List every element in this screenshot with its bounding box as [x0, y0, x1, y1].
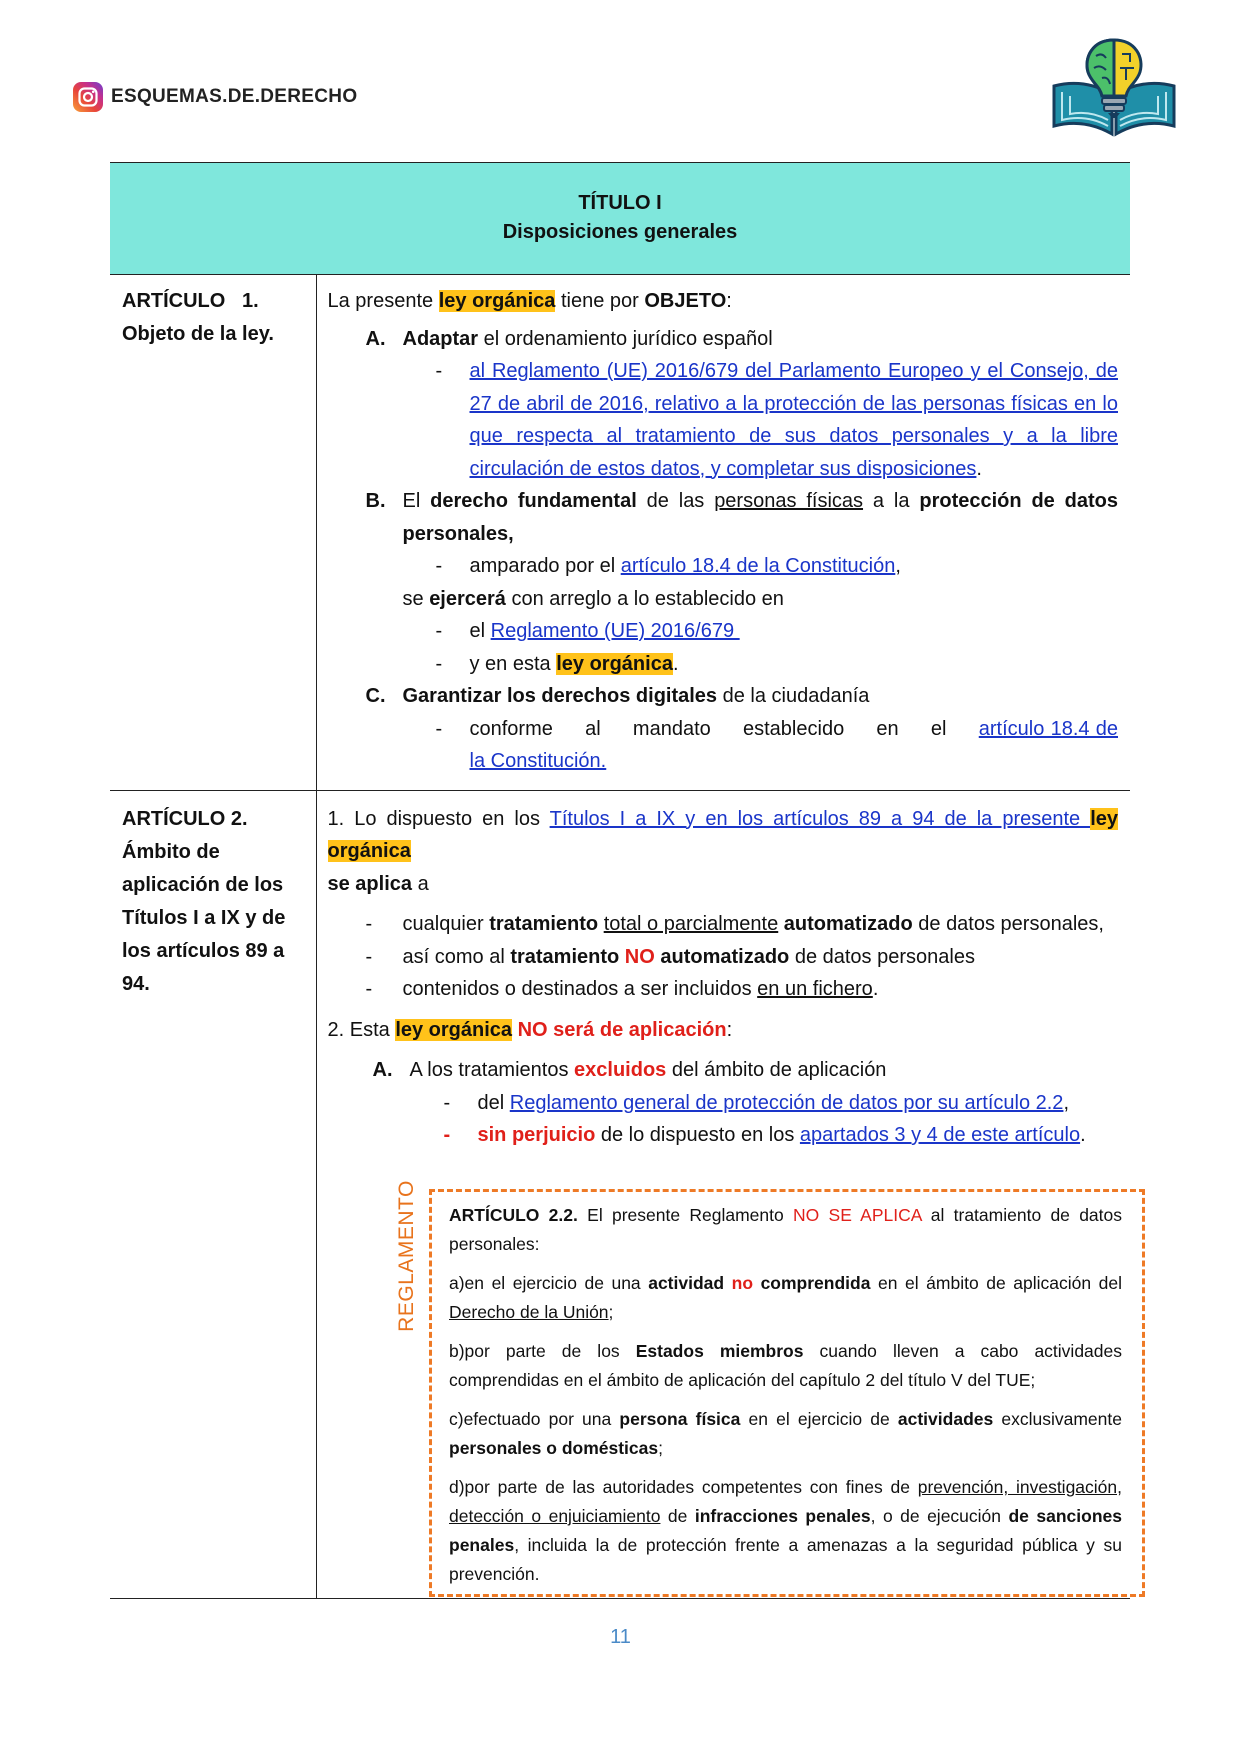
article-2-label-line: ARTÍCULO 2. — [122, 807, 248, 830]
article-1-item-b: B. El derecho fundamental de las personas físicas a la protección de datos personales, — [365, 490, 1119, 545]
reglamento-side-label: REGLAMENTO — [395, 1180, 418, 1332]
article-2-label-line: Títulos I a IX y de — [122, 906, 286, 929]
page-number: 11 — [610, 1626, 631, 1648]
article-1-label-line: Objeto de la ley. — [122, 323, 274, 345]
reg-para: ARTÍCULO 2.2. El presente Reglamento NO SE APLICA al tratamiento de datos personales: — [449, 1205, 1122, 1254]
article-1-label-line: ARTÍCULO 1. — [122, 290, 259, 312]
article-2-list-item: - cualquier tratamiento total o parcialmente automatizado de datos personales, — [365, 913, 1104, 935]
article-1-label — [110, 275, 316, 791]
article-1-item-c-dash: - conforme al mandato establecido en el artículo 18.4 de la Constitución. — [435, 717, 1118, 772]
article-2-label-line: Ámbito de — [122, 840, 220, 863]
article-2-list-item: - así como al tratamiento NO automatizado de datos personales — [365, 945, 975, 968]
article-1-item-b-line: se ejercerá con arreglo a lo establecido en — [402, 587, 784, 610]
article-2-item-a-dash: - del Reglamento general de protección de datos por su artículo 2.2, — [443, 1091, 1069, 1114]
apartados-link[interactable]: apartados 3 y 4 de este artículo — [799, 1124, 1081, 1146]
article-1-item-b-dash: - y en esta ley orgánica. — [435, 652, 679, 675]
article-1-intro: La presente ley orgánica tiene por OBJETO: — [327, 290, 732, 312]
article-1-item-c: C. Garantizar los derechos digitales de la ciudadanía — [365, 685, 870, 707]
article-1-item-a-dash: - al Reglamento (UE) 2016/679 del Parlamento Europeo y el Consejo, de 27 de abril de 2016, relativo a la protección de las personas físicas en lo que respecta al tratamiento de sus datos personales y a la libre circulación de estos datos, y completar sus disposiciones. — [435, 360, 1118, 480]
reglamento-link[interactable]: Reglamento (UE) 2016/679 — [490, 620, 740, 642]
article-2-para-2: 2. Esta ley orgánica NO será de aplicación: — [327, 1018, 733, 1041]
article-2-label-line: los artículos 89 a — [122, 939, 285, 962]
title-row — [110, 163, 1130, 275]
article-2-item-a: A. A los tratamientos excluidos del ámbito de aplicación — [372, 1059, 887, 1081]
article-2-item-a-dash: - sin perjuicio de lo dispuesto en los apartados 3 y 4 de este artículo. — [443, 1124, 1086, 1146]
rgpd-link[interactable]: Reglamento general de protección de datos por su artículo 2.2 — [509, 1091, 1064, 1114]
title-line2: Disposiciones generales — [502, 221, 738, 243]
reg-para: c)efectuado por una persona física en el ejercicio de actividades exclusivamente personales o domésticas; — [449, 1409, 1122, 1458]
article-1-row — [110, 275, 1130, 791]
article-1-item-a: A. Adaptar el ordenamiento jurídico español — [365, 327, 773, 350]
title-cell — [110, 163, 1130, 275]
article-1-body — [316, 275, 1130, 791]
constitucion-link[interactable]: artículo 18.4 de la Constitución. — [469, 717, 1118, 772]
article-1-item-b-dash: - amparado por el artículo 18.4 de la Constitución, — [435, 555, 901, 577]
reg-para: d)por parte de las autoridades competentes con fines de prevención, investigación, detección o enjuiciamiento de infracciones penales, o de ejecución de sanciones penales, incluida la de protección frente a amenazas a la seguridad pública y su prevención. — [449, 1477, 1123, 1584]
lightbulb-brain-book-logo — [1050, 34, 1178, 142]
article-2-label — [110, 790, 316, 1598]
brand — [73, 82, 357, 112]
reglamento-box — [429, 1189, 1145, 1597]
article-1-item-b-dash: - el Reglamento (UE) 2016/679 — [435, 620, 740, 642]
reg-para: b)por parte de los Estados miembros cuando lleven a cabo actividades comprendidas en el ámbito de aplicación del capítulo 2 del título V del TUE; — [449, 1341, 1122, 1390]
constitucion-link[interactable]: artículo 18.4 de la Constitución — [620, 555, 896, 577]
article-2-para-1: 1. Lo dispuesto en los Títulos I a IX y en los artículos 89 a 94 de la presente ley orgánica se aplica a — [327, 807, 1118, 895]
title-line1: TÍTULO I — [578, 192, 662, 214]
reglamento-ue-link[interactable]: al Reglamento (UE) 2016/679 del Parlamento Europeo y el Consejo, de 27 de abril de 2016, relativo a la protección de las personas físicas en lo que respecta al tratamiento de sus datos personales y a la libre circulación de estos datos, y completar sus disposiciones — [469, 360, 1118, 480]
article-2-list-item: - contenidos o destinados a ser incluidos en un fichero. — [365, 978, 879, 1000]
brand-name: ESQUEMAS.DE.DERECHO — [111, 86, 358, 107]
reg-para: a)en el ejercicio de una actividad no comprendida en el ámbito de aplicación del Derecho de la Unión; — [449, 1273, 1122, 1322]
instagram-icon — [73, 82, 103, 112]
article-2-label-line: 94. — [122, 972, 150, 995]
titulos-link[interactable]: Títulos I a IX y en los artículos 89 a 94 de la presente — [549, 807, 1091, 830]
article-2-label-line: aplicación de los — [122, 873, 284, 896]
